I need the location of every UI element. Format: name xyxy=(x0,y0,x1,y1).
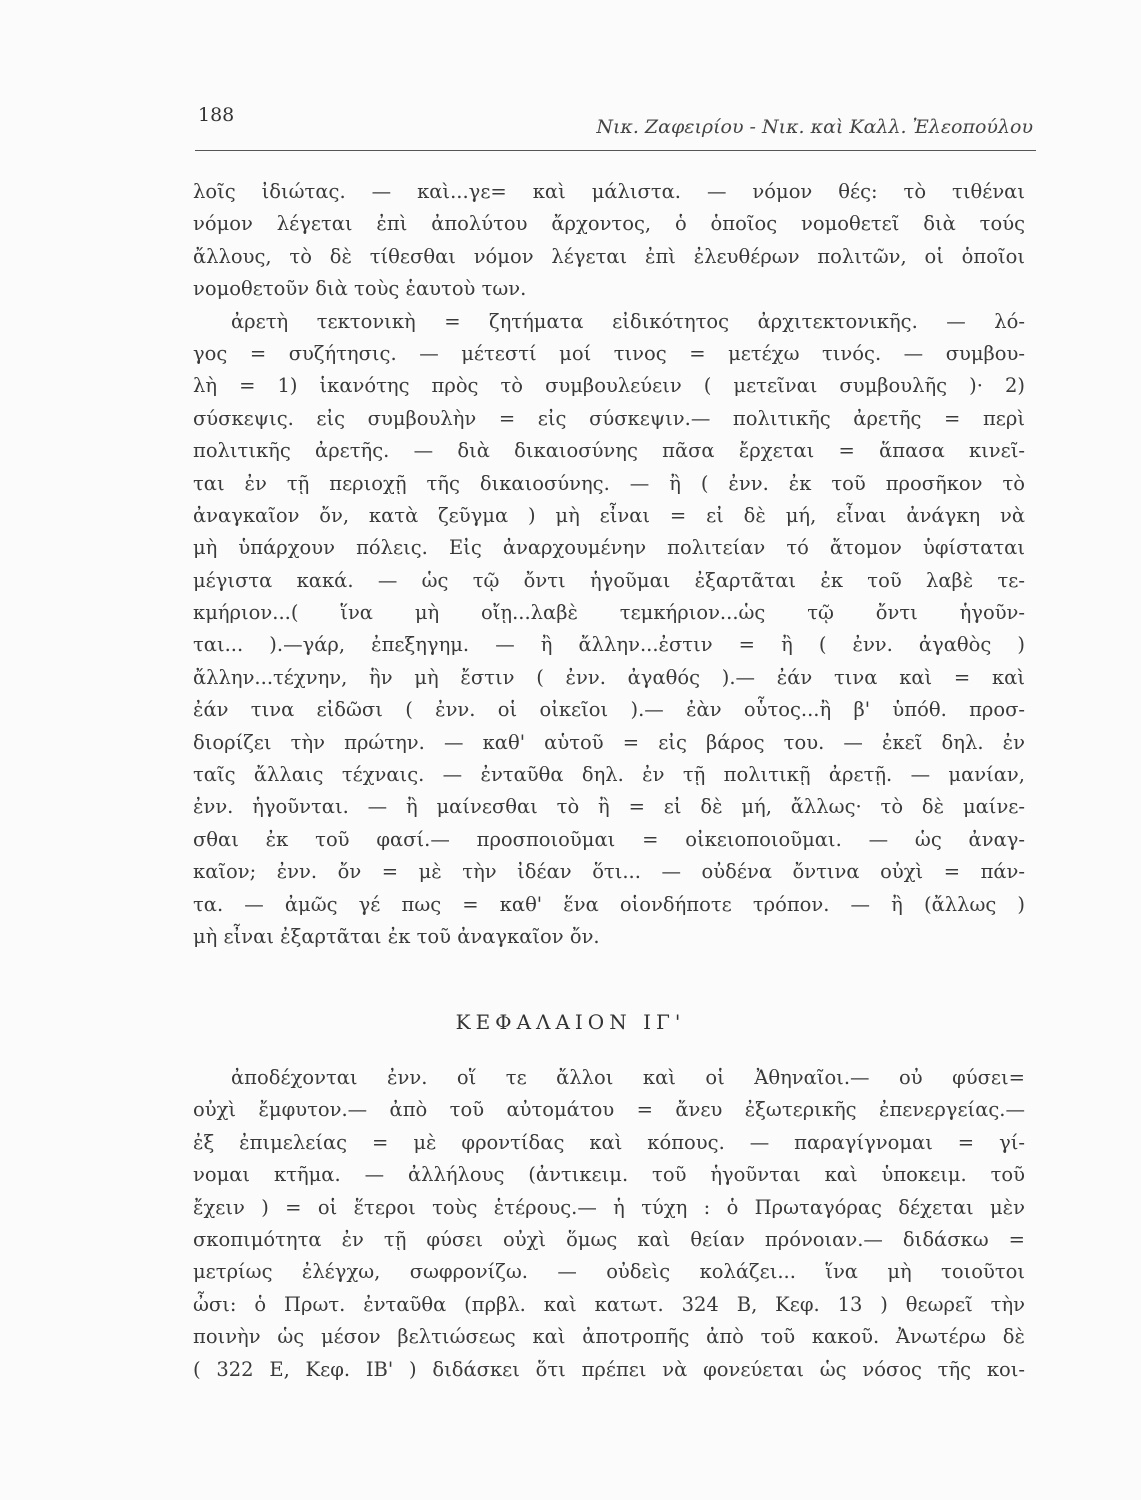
text-line: ἔχειν ) = οἱ ἕτεροι τοὺς ἑτέρους.— ἡ τύχη : ὁ Πρωταγόρας δέχεται μὲν xyxy=(193,1195,1025,1219)
text-line: νομοθετοῦν διὰ τοὺς ἑαυτοὺ των. xyxy=(193,277,527,301)
text-line: σύσκεψις. εἰς συμβουλὴν = εἰς σύσκεψιν.— πολιτικῆς ἀρετῆς = περὶ xyxy=(193,406,1025,430)
running-head: Νικ. Ζαφειρίου - Νικ. καὶ Καλλ. Ἐλεοπούλου xyxy=(596,116,1033,138)
text-line: ἀποδέχονται ἐνν. οἵ τε ἄλλοι καὶ οἱ Ἀθηναῖοι.— οὐ φύσει= xyxy=(231,1066,1025,1089)
text-line: διορίζει τὴν πρώτην. — καθ' αὑτοῦ = εἰς βάρος του. — ἐκεῖ δηλ. ἐν xyxy=(193,730,1025,754)
text-line: ταῖς ἄλλαις τέχναις. — ἐνταῦθα δηλ. ἐν τῇ πολιτικῇ ἀρετῇ. — μανίαν, xyxy=(193,763,1025,787)
text-line: μὴ εἶναι ἐξαρτᾶται ἐκ τοῦ ἀναγκαῖον ὄν. xyxy=(193,924,600,948)
text-line: οὐχὶ ἔμφυτον.— ἀπὸ τοῦ αὐτομάτου = ἄνευ ἐξωτερικῆς ἐπενεργείας.— xyxy=(193,1098,1025,1122)
text-line: ἀναγκαῖον ὄν, κατὰ ζεῦγμα ) μὴ εἶναι = εἰ δὲ μή, εἶναι ἀνάγκη νὰ xyxy=(193,503,1025,527)
chapter-heading: ΚΕΦΑΛΑΙΟΝ ΙΓ' xyxy=(455,1010,686,1034)
text-line: ται ἐν τῇ περιοχῇ τῆς δικαιοσύνης. — ἢ ( ἐνν. ἐκ τοῦ προσῆκον τὸ xyxy=(193,471,1025,495)
page-number: 188 xyxy=(198,104,235,126)
text-line: μέγιστα κακά. — ὡς τῷ ὄντι ἡγοῦμαι ἐξαρτᾶται ἐκ τοῦ λαβὲ τε- xyxy=(193,568,1025,592)
text-line: μετρίως ἐλέγχω, σωφρονίζω. — οὐδεὶς κολάζει... ἵνα μὴ τοιοῦτοι xyxy=(193,1260,1025,1284)
text-line: κμήριον...( ἵνα μὴ οἴῃ...λαβὲ τεμκήριον...ὡς τῷ ὄντι ἡγοῦν- xyxy=(193,601,1025,625)
text-line: ται... ).—γάρ, ἐπεξηγημ. — ἢ ἄλλην...ἐστιν = ἢ ( ἐνν. ἀγαθὸς ) xyxy=(193,633,1025,657)
text-line: σκοπιμότητα ἐν τῇ φύσει οὐχὶ ὅμως καὶ θείαν πρόνοιαν.— διδάσκω = xyxy=(193,1227,1025,1251)
text-line: ἐξ ἐπιμελείας = μὲ φροντίδας καὶ κόπους. — παραγίγνομαι = γί- xyxy=(193,1130,1025,1154)
text-line: ὦσι: ὁ Πρωτ. ἐνταῦθα (πρβλ. καὶ κατωτ. 324 Β, Κεφ. 13 ) θεωρεῖ τὴν xyxy=(193,1292,1025,1316)
text-line: ἀρετὴ τεκτονικὴ = ζητήματα εἰδικότητος ἀρχιτεκτονικῆς. — λό- xyxy=(231,309,1025,333)
text-line: τα. — ἀμῶς γέ πως = καθ' ἕνα οἱονδήποτε τρόπον. — ἢ (ἄλλως ) xyxy=(193,892,1025,916)
text-line: ( 322 Ε, Κεφ. ΙΒ' ) διδάσκει ὅτι πρέπει νὰ φονεύεται ὡς νόσος τῆς κοι- xyxy=(193,1357,1025,1381)
text-line: ἐάν τινα εἰδῶσι ( ἐνν. οἱ οἰκεῖοι ).— ἐὰν οὗτος...ἢ β' ὑπόθ. προσ- xyxy=(193,698,1025,722)
text-line: νόμον λέγεται ἐπὶ ἀπολύτου ἄρχοντος, ὁ ὁποῖος νομοθετεῖ διὰ τούς xyxy=(193,212,1025,236)
text-line: λοῖς ἰδιώτας. — καὶ...γε= καὶ μάλιστα. — νόμον θές: τὸ τιθέναι xyxy=(193,180,1025,203)
text-line: ἐνν. ἡγοῦνται. — ἢ μαίνεσθαι τὸ ἢ = εἰ δὲ μή, ἄλλως· τὸ δὲ μαίνε- xyxy=(193,795,1025,819)
text-line: γος = συζήτησις. — μέτεστί μοί τινος = μετέχω τινός. — συμβου- xyxy=(193,341,1025,365)
text-line: πολιτικῆς ἀρετῆς. — διὰ δικαιοσύνης πᾶσα ἔρχεται = ἅπασα κινεῖ- xyxy=(193,439,1025,463)
text-line: ἄλλην...τέχνην, ἣν μὴ ἔστιν ( ἐνν. ἀγαθός ).— ἐάν τινα καὶ = καὶ xyxy=(193,665,1025,689)
text-line: καῖον; ἐνν. ὄν = μὲ τὴν ἰδέαν ὅτι... — οὐδένα ὄντινα οὐχὶ = πάν- xyxy=(193,860,1025,884)
text-line: μὴ ὑπάρχουν πόλεις. Εἰς ἀναρχουμένην πολιτείαν τό ἄτομον ὑφίσταται xyxy=(193,536,1025,560)
text-line: ποινὴν ὡς μέσον βελτιώσεως καὶ ἀποτροπῆς ἀπὸ τοῦ κακοῦ. Ἀνωτέρω δὲ xyxy=(193,1325,1025,1349)
text-line: σθαι ἐκ τοῦ φασί.— προσποιοῦμαι = οἰκειοποιοῦμαι. — ὡς ἀναγ- xyxy=(193,827,1025,851)
commentary-block-2 xyxy=(193,1062,1025,1386)
commentary-block-1 xyxy=(193,176,1025,953)
text-line: ἄλλους, τὸ δὲ τίθεσθαι νόμον λέγεται ἐπὶ ἐλευθέρων πολιτῶν, οἱ ὁποῖοι xyxy=(193,244,1025,268)
header-rule xyxy=(195,150,1036,151)
text-line: λὴ = 1) ἱκανότης πρὸς τὸ συμβουλεύειν ( μετεῖναι συμβουλῆς )· 2) xyxy=(193,374,1025,398)
text-line: νομαι κτῆμα. — ἀλλήλους (ἀντικειμ. τοῦ ἡγοῦνται καὶ ὑποκειμ. τοῦ xyxy=(193,1163,1025,1187)
